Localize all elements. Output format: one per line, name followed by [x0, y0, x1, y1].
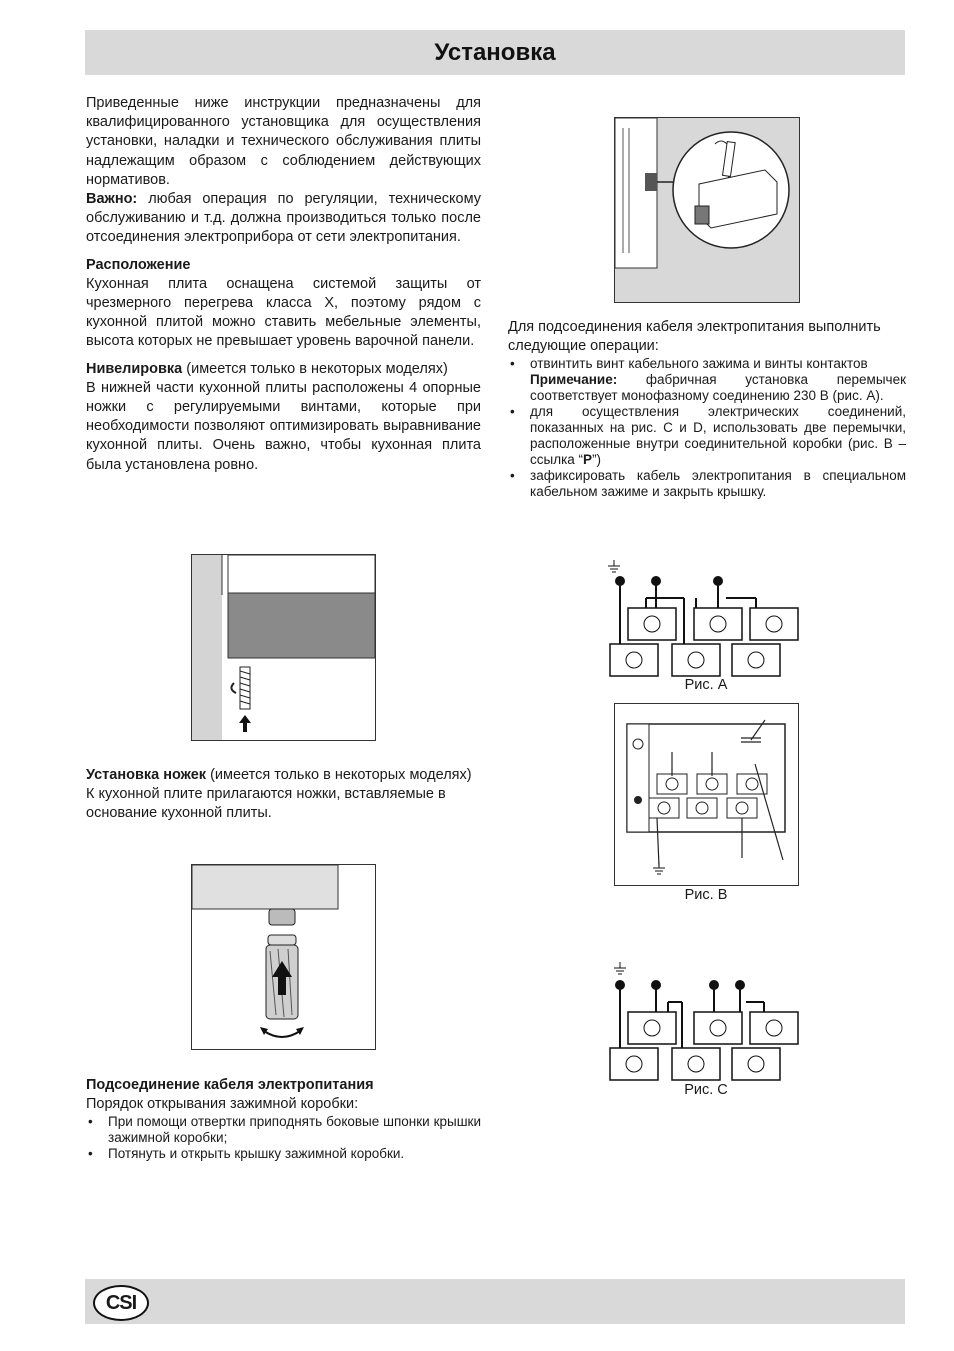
wiring-diagram-c [606, 960, 806, 1084]
note-text: фабричная установка перемычек соответствует монофазному соединению 230 В (рис. А). [530, 372, 906, 404]
important-paragraph [86, 190, 481, 248]
feet-heading-note: (имеется только в некоторых моделях) [206, 767, 472, 783]
location-heading: Расположение [86, 256, 191, 273]
connection-intro: Для подсоединения кабеля электропитания выполнить следующие операции: [508, 319, 881, 355]
feet-heading-line [86, 766, 481, 785]
language-logo: CSI [93, 1285, 149, 1321]
feet-text: К кухонной плите прилагаются ножки, вставляемые в основание кухонной плиты. [86, 786, 446, 822]
cable-heading: Подсоединение кабеля электропитания [86, 1077, 374, 1093]
location-text: Кухонная плита оснащена системой защиты от чрезмерного перегрева класса X, поэтому рядом с кухонной плитой можно ставить мебельные элементы, высота которых не превышает уровень варочной панели. [86, 275, 481, 350]
cable-subheading: Порядок открывания зажимной коробки: [86, 1096, 359, 1113]
leveling-heading-line [86, 360, 481, 379]
figure-a-caption: Рис. А [684, 677, 728, 693]
intro-paragraph: Приведенные ниже инструкции предназначены для квалифицированного установщика для осуществления установки, наладки и технического обслуживания плиты надлежащим образом с соблюдением действующих нормативов. [86, 95, 481, 188]
leveling-text: В нижней части кухонной плиты расположены 4 опорные ножки с регулируемыми винтами, которые при необходимости позволяют оптимизировать выравнивание кухонной плиты. Очень важно, чтобы кухонная плита была установлена ровно. [86, 379, 481, 473]
leveling-illustration [192, 555, 375, 740]
terminal-block-figure-b [614, 703, 799, 886]
connection-step-2-post: ”) [592, 452, 602, 468]
leveling-heading-note: (имеется только в некоторых моделях) [182, 360, 448, 377]
connection-step-2-ref: P [583, 452, 593, 468]
left-column [86, 94, 481, 475]
foot-icon [260, 909, 304, 1037]
leveling-figure [191, 554, 376, 741]
ground-icon [608, 560, 620, 572]
ground-icon [614, 962, 626, 974]
figure-c-caption: Рис. С [684, 1082, 728, 1098]
page-title: Установка [434, 39, 556, 66]
feet-figure [191, 864, 376, 1050]
ground-icon [653, 862, 665, 874]
list-item [508, 404, 906, 468]
terminal-box-illustration [615, 118, 799, 302]
figure-b-caption: Рис. В [684, 887, 728, 903]
connection-step-1: отвинтить винт кабельного зажима и винты контактов [530, 356, 868, 372]
feet-illustration [192, 865, 375, 1049]
title-bar [85, 30, 905, 75]
terminal-box-figure [614, 117, 800, 303]
list-item [508, 356, 906, 404]
note-label: Примечание: [530, 372, 618, 388]
connection-section [508, 318, 906, 500]
list-item: • Потянуть и открыть крышку зажимной коробки. [86, 1146, 481, 1162]
connection-steps-list [508, 356, 906, 500]
left-column-feet [86, 766, 481, 824]
important-text: любая операция по регуляции, техническому обслуживанию и т.д. должна производиться только после отсоединения электроприбора от сети электропитания. [86, 191, 481, 246]
cable-steps-list [86, 1114, 481, 1162]
footer-bar [85, 1279, 905, 1324]
list-item: • зафиксировать кабель электропитания в специальном кабельном зажиме и закрыть крышку. [508, 468, 906, 500]
list-item: • При помощи отвертки приподнять боковые шпонки крышки зажимной коробки; [86, 1114, 481, 1146]
connection-step-2-pre: для осуществления электрических соединений, показанных на рис. С и D, использовать две перемычки, расположенные внутри соединительной коробки (рис. В – ссылка “ [530, 404, 906, 468]
wiring-diagram-a [606, 556, 806, 680]
important-label: Важно: [86, 191, 138, 208]
leveling-heading: Нивелировка [86, 360, 183, 377]
cable-section [86, 1076, 481, 1162]
feet-heading: Установка ножек [86, 767, 207, 783]
terminal-block-illustration [615, 704, 798, 885]
